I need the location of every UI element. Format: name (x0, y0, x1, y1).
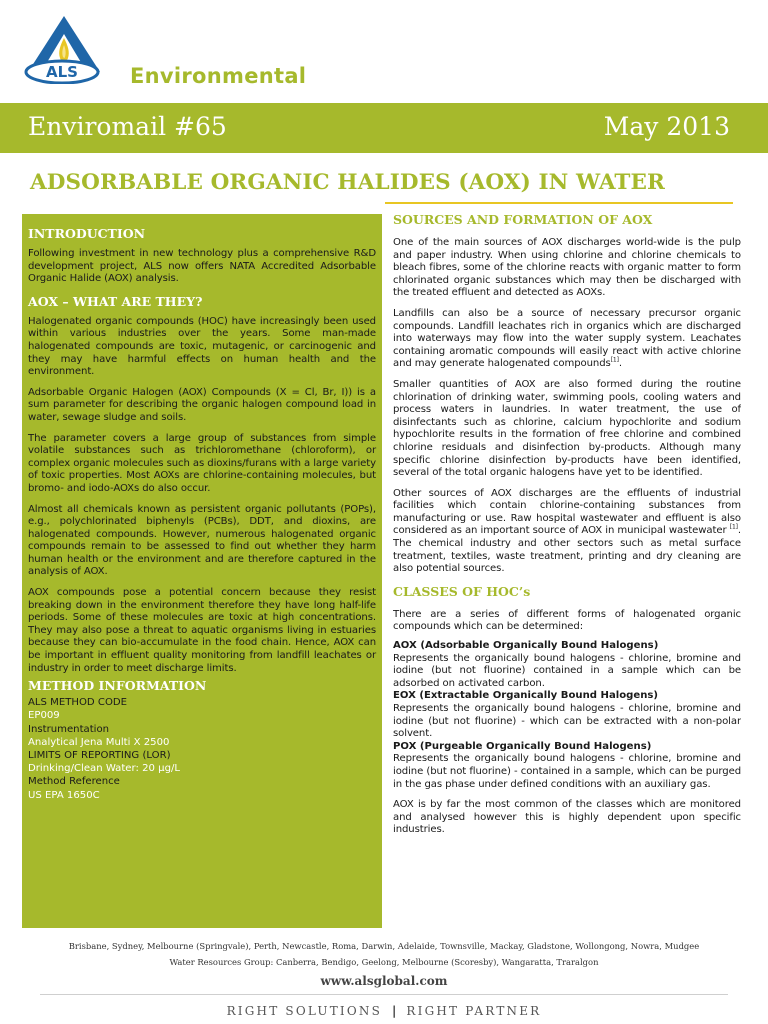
method-reference-value: US EPA 1650C (28, 789, 100, 801)
office-locations-line-2: Water Resources Group: Canberra, Bendigo, Geelong, Melbourne (Scoresby), Wangaratta, Traralgon (169, 957, 599, 967)
sources-paragraph-2-text: Landfills can also be a source of necessary precursor organic compounds. Landfill leachates rich in organics which are discharged into waterways may flow into the water supply system. Leachates containing aromatic compounds will easily react with active chlorine and may generate halogenated compounds (393, 307, 741, 370)
aox-paragraph-2: Adsorbable Organic Halogen (AOX) Compounds (X = Cl, Br, I)) is a sum parameter for describing the organic halogen compound load in water, sewage sludge and soils. (28, 386, 376, 423)
method-reference-label: Method Reference (28, 776, 120, 788)
classes-intro: There are a series of different forms of halogenated organic compounds which can be determined: (393, 608, 741, 633)
als-environmental-logo (22, 14, 312, 88)
title-divider (385, 202, 733, 204)
article-title: ADSORBABLE ORGANIC HALIDES (AOX) IN WATER (30, 170, 665, 195)
office-locations (0, 938, 768, 970)
class-pox-name: POX (Purgeable Organically Bound Halogens) (393, 740, 652, 752)
logo-als-text: ALS (46, 63, 78, 81)
sources-paragraph-1: One of the main sources of AOX discharges world-wide is the pulp and paper industry. When using chlorine and chlorine chemicals to bleach fibres, some of the chlorine reacts with organic matter to form chlorinated organic substances which may then be discharged with the treated effluent and detected as AOXs. (393, 237, 741, 299)
sources-paragraph-4 (393, 488, 741, 576)
als-triangle-icon (22, 14, 132, 84)
instrumentation-label: Instrumentation (28, 723, 110, 735)
method-code-label: ALS METHOD CODE (28, 697, 128, 709)
sources-paragraph-2: Landfills can also be a source of necessary precursor organic compounds. Landfill leachates rich in organics which are discharged into waterways may flow into the water supply system. Leachates containing aromatic compounds will easily react with active chlorine and may generate halogenated compounds[1]. (393, 307, 741, 370)
right-column (393, 212, 741, 934)
aox-paragraph-1: Halogenated organic compounds (HOC) have increasingly been used within various industries over the years. Some man-made halogenated compounds are toxic, mutagenic, or carcinogenic and they may have harmful effects on human health and the environment. (28, 315, 376, 378)
class-pox-desc: Represents the organically bound halogens - chlorine, bromine and iodine (but not fluorine) - contained in a sample, which can be purged in the gas phase under defined conditions with an auxiliary gas. (393, 753, 741, 790)
newsletter-issue-title: Enviromail #65 (28, 112, 227, 141)
class-eox-name: EOX (Extractable Organically Bound Halogens) (393, 690, 659, 702)
method-code-value: EP009 (28, 710, 60, 722)
logo-wordmark: Environmental (130, 64, 307, 88)
classes-heading: CLASSES OF HOC’s (393, 583, 531, 599)
method-information-heading: METHOD INFORMATION (28, 678, 207, 694)
reference-marker: [1] (610, 356, 619, 364)
class-aox-desc: Represents the organically bound halogens - chlorine, bromine and iodine (but not fluorine) contained in a sample which can be adsorbed on activated carbon. (393, 652, 741, 689)
tagline (0, 1004, 768, 1018)
introduction-heading: INTRODUCTION (28, 226, 146, 241)
sources-paragraph-3: Smaller quantities of AOX are also formed during the routine chlorination of drinking water, swimming pools, cooling waters and process waters in laundries. In water treatment, the use of disinfectants such as chlorine, calcium hypochlorite and sodium hypochlorite results in the formation of free chlorine and combined chlorine residuals and disinfection by-products. Although many specific chlorine disinfection by-products have been identified, several of the total organic halogens have yet to be identified. (393, 378, 741, 479)
tagline-separator: | (392, 1004, 397, 1018)
aox-what-heading: AOX – WHAT ARE THEY? (28, 293, 203, 309)
tagline-left: RIGHT SOLUTIONS (226, 1004, 382, 1018)
lor-value: Drinking/Clean Water: 20 µg/L (28, 763, 181, 775)
left-column-panel (22, 214, 382, 928)
website-link[interactable]: www.alsglobal.com (320, 974, 448, 988)
office-locations-line-1: Brisbane, Sydney, Melbourne (Springvale), Perth, Newcastle, Roma, Darwin, Adelaide, Townsville, Mackay, Gladstone, Wollongong, Nowra, Mudgee (68, 941, 700, 951)
reference-marker: [1] (729, 524, 738, 532)
class-aox-name: AOX (Adsorbable Organically Bound Halogens) (393, 640, 659, 652)
sources-paragraph-4-text-a: Other sources of AOX discharges are the effluents of industrial facilities which contain chlorine-containing substances from manufacturing or use. Raw hospital wastewater and effluent is also considered as an important source of AOX in municipal wastewater (393, 487, 741, 537)
tagline-right: RIGHT PARTNER (406, 1004, 542, 1018)
aox-paragraph-3: The parameter covers a large group of substances from simple volatile substances such as trichloromethane (chloroform), or complex organic molecules such as dioxins/furans with a large variety of toxic properties. Most AOXs are chlorine-containing molecules, but bromo- and iodo-AOXs do also occur. (28, 432, 376, 494)
header-banner (0, 103, 768, 153)
aox-paragraph-5: AOX compounds pose a potential concern because they resist breaking down in the environment therefore they have long half-life periods. Some of these molecules are toxic at high concentrations. They may also pose a threat to aquatic organisms living in estuaries because they can bio-accumulate in the food chain. Hence, AOX can be important in effluent quality monitoring from landfill leachates or industry in order to meet discharge limits. (28, 587, 376, 674)
sources-heading: SOURCES AND FORMATION OF AOX (393, 212, 653, 227)
closing-paragraph: AOX is by far the most common of the classes which are monitored and analysed however this is highly dependent upon specific industries. (393, 799, 741, 836)
introduction-paragraph: Following investment in new technology plus a comprehensive R&D development project, ALS now offers NATA Accredited Adsorbable Organic Halide (AOX) analysis. (28, 248, 376, 285)
sources-paragraph-4-text-b: . The chemical industry and other sectors such as metal surface treatment, textiles, waste treatment, printing and dry cleaning are also potential sources. (393, 525, 741, 575)
instrumentation-value: Analytical Jena Multi X 2500 (28, 736, 170, 748)
class-eox-desc: Represents the organically bound halogens - chlorine, bromine and iodine (but not fluorine) - which can be extracted with a non-polar solvent. (393, 703, 741, 740)
aox-paragraph-4: Almost all chemicals known as persistent organic pollutants (POPs), e.g., polychlorinated biphenyls (PCBs), DDT, and dioxins, are halogenated compounds. However, numerous halogenated organic compounds remain to be assessed to find out whether they harm human health or the environment and are therefore captured in the analysis of AOX. (28, 503, 376, 578)
lor-label: LIMITS OF REPORTING (LOR) (28, 750, 171, 762)
newsletter-date: May 2013 (603, 112, 730, 141)
footer-divider (40, 994, 728, 995)
